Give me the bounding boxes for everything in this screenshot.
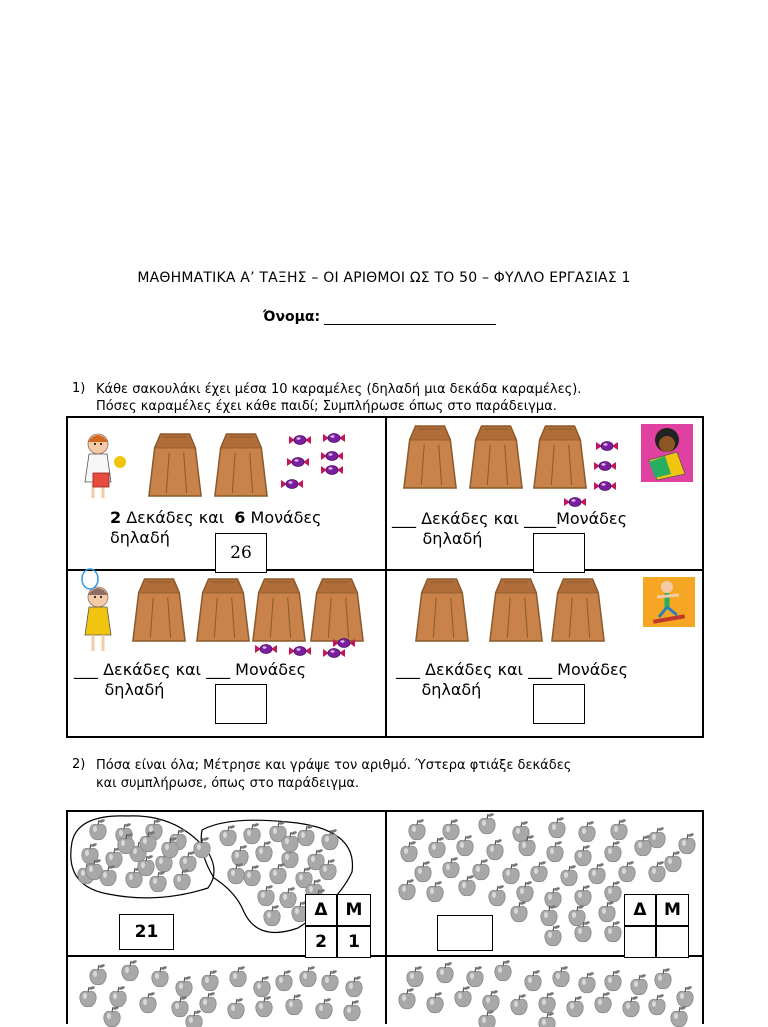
candy-icon xyxy=(281,480,303,489)
apple-icon xyxy=(631,974,647,995)
apple-icon xyxy=(176,976,192,997)
apple-icon xyxy=(409,819,425,840)
apple-icon xyxy=(186,1010,202,1027)
apple-icon xyxy=(90,964,106,985)
apple-icon xyxy=(457,835,473,856)
apple-icon xyxy=(172,996,188,1017)
apple-icon xyxy=(82,843,98,864)
apple-icon xyxy=(545,925,561,946)
apple-icon xyxy=(80,986,96,1007)
apple-icon xyxy=(605,921,621,942)
apple-icon xyxy=(605,841,621,862)
apple-icon xyxy=(110,986,126,1007)
apple-icon xyxy=(599,901,615,922)
ones-label: Μονάδες xyxy=(235,660,307,679)
apple-icon xyxy=(549,817,565,838)
paper-bag-icon xyxy=(215,434,267,496)
apple-icon xyxy=(517,881,533,902)
so-label: δηλαδή xyxy=(110,528,170,547)
apple-icon xyxy=(545,887,561,908)
apple-icon xyxy=(276,970,292,991)
ones-label: Μονάδες xyxy=(556,509,627,528)
tens-value-box[interactable] xyxy=(624,926,656,958)
apple-icon xyxy=(531,861,547,882)
candy-icon xyxy=(321,452,343,461)
answer-box[interactable] xyxy=(533,533,585,573)
apple-icon xyxy=(437,962,453,983)
apple-icon xyxy=(443,857,459,878)
apple-icon xyxy=(479,1010,495,1027)
tens-value: 2 xyxy=(110,508,122,527)
apple-icon xyxy=(322,970,338,991)
exercise2-line1: Πόσα είναι όλα; Μέτρησε και γράψε τον αριθμό. Ύστερα φτιάξε δεκάδες xyxy=(96,758,572,773)
exercise1-cell3-art xyxy=(68,571,385,656)
total-box[interactable]: 21 xyxy=(119,914,174,950)
apple-icon xyxy=(679,833,695,854)
candy-icon xyxy=(323,434,345,443)
apple-icon xyxy=(286,994,302,1015)
apple-icon xyxy=(483,990,499,1011)
paper-bag-icon xyxy=(311,579,363,641)
ones-blank[interactable]: ___ xyxy=(528,660,553,679)
apple-icon xyxy=(575,885,591,906)
apple-icon xyxy=(429,837,445,858)
paper-bag-icon xyxy=(404,426,456,488)
exercise1-cell2-text xyxy=(392,509,627,549)
apple-icon xyxy=(443,819,459,840)
apple-icon xyxy=(244,823,260,844)
exercise2-line2: και συμπλήρωσε, όπως στο παράδειγμα. xyxy=(96,776,360,791)
candy-icon xyxy=(564,498,586,507)
apple-icon xyxy=(677,986,693,1007)
exercise1-cell4-art xyxy=(387,571,704,656)
apple-icon xyxy=(202,970,218,991)
apple-icon xyxy=(264,905,280,926)
worksheet-title: ΜΑΘΗΜΑΤΙΚΑ Α’ ΤΑΞΗΣ – ΟΙ ΑΡΙΘΜΟΙ ΩΣ ΤΟ 50 – ΦΥΛΛΟ ΕΡΓΑΣΙΑΣ 1 xyxy=(137,270,631,286)
apple-icon xyxy=(511,901,527,922)
candy-icon xyxy=(594,482,616,491)
apple-icon xyxy=(244,865,260,886)
apple-icon xyxy=(589,863,605,884)
apple-icon xyxy=(579,972,595,993)
paper-bag-icon xyxy=(253,579,305,641)
tens-label: Δεκάδες και xyxy=(126,508,225,527)
paper-bag-icon xyxy=(490,579,542,641)
apple-icon xyxy=(467,966,483,987)
candy-icon xyxy=(323,649,345,658)
ones-value-box[interactable]: 1 xyxy=(337,926,371,958)
apple-icon xyxy=(228,998,244,1019)
apple-icon xyxy=(270,863,286,884)
candy-icon xyxy=(255,645,277,654)
apple-icon xyxy=(298,825,314,846)
tens-header: Δ xyxy=(624,894,656,926)
exercise1-cell1-art xyxy=(68,418,385,518)
ones-header: Μ xyxy=(656,894,689,926)
apple-icon xyxy=(407,966,423,987)
candy-icon xyxy=(287,458,309,467)
exercise1-grid xyxy=(66,416,704,738)
paper-bag-icon xyxy=(197,579,249,641)
apple-icon xyxy=(649,861,665,882)
apple-icon xyxy=(547,841,563,862)
apple-icon xyxy=(479,813,495,834)
apple-icon xyxy=(140,992,156,1013)
ones-value: 6 xyxy=(234,508,246,527)
tens-blank[interactable]: ___ xyxy=(74,660,98,679)
apple-icon xyxy=(401,841,417,862)
apple-icon xyxy=(539,1012,555,1027)
candy-icon xyxy=(321,466,343,475)
apple-icon xyxy=(579,821,595,842)
apple-icon xyxy=(489,885,505,906)
apple-icon xyxy=(280,887,296,908)
so-label: δηλαδή xyxy=(421,680,482,699)
apple-icon xyxy=(665,851,681,872)
apple-icon xyxy=(150,871,166,892)
apple-icon xyxy=(455,986,471,1007)
apple-icon xyxy=(427,992,443,1013)
apple-icon xyxy=(122,960,138,981)
total-box[interactable] xyxy=(437,915,493,951)
apple-icon xyxy=(152,966,168,987)
tens-blank[interactable]: ___ xyxy=(392,509,416,528)
paper-bag-icon xyxy=(534,426,586,488)
so-label: δηλαδή xyxy=(104,680,165,699)
candy-icon xyxy=(289,647,311,656)
answer-box[interactable] xyxy=(215,684,267,724)
answer-box[interactable] xyxy=(533,684,585,724)
apple-icon xyxy=(495,960,511,981)
paper-bag-icon xyxy=(133,579,185,641)
apple-icon xyxy=(232,845,248,866)
exercise1-number: 1) xyxy=(72,381,86,396)
apple-icon xyxy=(316,998,332,1019)
tens-label: Δεκάδες και xyxy=(421,509,519,528)
tens-label: Δεκάδες και xyxy=(425,660,523,679)
apple-icon xyxy=(228,863,244,884)
apple-icon xyxy=(569,905,585,926)
apple-icon xyxy=(220,825,236,846)
apple-icon xyxy=(180,851,196,872)
exercise1-cell4-text xyxy=(396,660,628,700)
child-reading xyxy=(641,424,693,482)
apple-icon xyxy=(399,879,415,900)
apple-icon xyxy=(623,996,639,1017)
exercise2-number: 2) xyxy=(72,757,86,772)
apple-icon xyxy=(513,821,529,842)
apple-icon xyxy=(399,988,415,1009)
answer-box[interactable]: 26 xyxy=(215,533,267,573)
apple-icon xyxy=(90,819,106,840)
apple-icon xyxy=(541,905,557,926)
paper-bag-icon xyxy=(552,579,604,641)
exercise1-line2: Πόσες καραμέλες έχει κάθε παιδί; Συμπλήρωσε όπως στο παράδειγμα. xyxy=(96,399,557,414)
girl-with-lunchbox xyxy=(85,434,111,498)
ones-blank[interactable]: ____ xyxy=(524,509,557,528)
apple-icon xyxy=(611,819,627,840)
apple-icon xyxy=(300,966,316,987)
apple-icon xyxy=(256,841,272,862)
candy-icon xyxy=(289,436,311,445)
name-field xyxy=(263,308,496,325)
apple-icon xyxy=(655,968,671,989)
apple-icon xyxy=(575,845,591,866)
exercise2-instructions xyxy=(96,757,736,793)
exercise2-grid xyxy=(66,810,704,1024)
apple-icon xyxy=(503,863,519,884)
exercise1-line1: Κάθε σακουλάκι έχει μέσα 10 καραμέλες (δηλαδή μια δεκάδα καραμέλες). xyxy=(96,382,582,397)
apple-icon xyxy=(427,881,443,902)
exercise1-cell2-art xyxy=(387,418,704,518)
apple-icon xyxy=(525,970,541,991)
exercise1-cell3-text xyxy=(74,660,306,700)
apple-icon xyxy=(635,835,651,856)
name-label: Όνομα: xyxy=(263,309,321,325)
name-blank[interactable] xyxy=(324,308,496,325)
so-label: δηλαδή xyxy=(422,529,483,548)
candy-icon xyxy=(594,462,616,471)
apple-icon xyxy=(553,966,569,987)
paper-bag-icon xyxy=(470,426,522,488)
exercise2-cell3-apples xyxy=(68,957,385,1027)
tens-value-box[interactable]: 2 xyxy=(305,926,337,958)
apple-icon xyxy=(258,885,274,906)
apple-icon xyxy=(473,859,489,880)
ones-label: Μονάδες xyxy=(557,660,629,679)
apple-icon xyxy=(567,996,583,1017)
ones-label: Μονάδες xyxy=(250,508,322,527)
apple-icon xyxy=(487,839,503,860)
apple-icon xyxy=(619,861,635,882)
ones-value-box[interactable] xyxy=(656,926,689,958)
skateboard-boy xyxy=(643,577,695,627)
girl-with-racket xyxy=(85,587,111,651)
ones-blank[interactable]: ___ xyxy=(206,660,231,679)
apple-icon xyxy=(595,992,611,1013)
apple-icon xyxy=(256,996,272,1017)
exercise1-instructions xyxy=(96,381,736,415)
apple-icon xyxy=(649,994,665,1015)
tens-label: Δεκάδες και xyxy=(103,660,201,679)
apple-icon xyxy=(346,976,362,997)
apple-icon xyxy=(561,865,577,886)
apple-icon xyxy=(511,994,527,1015)
apple-icon xyxy=(459,875,475,896)
apple-icon xyxy=(230,966,246,987)
apple-icon xyxy=(605,970,621,991)
apple-icon xyxy=(100,865,116,886)
apple-icon xyxy=(174,869,190,890)
apple-icon xyxy=(539,992,555,1013)
tens-blank[interactable]: ___ xyxy=(396,660,420,679)
apple-icon xyxy=(200,992,216,1013)
exercise2-cell4-apples xyxy=(387,957,704,1027)
candy-icon xyxy=(596,442,618,451)
tens-header: Δ xyxy=(305,894,337,926)
paper-bag-icon xyxy=(416,579,468,641)
apple-icon xyxy=(415,861,431,882)
apple-icon xyxy=(344,1000,360,1021)
paper-bag-icon xyxy=(149,434,201,496)
apple-icon xyxy=(254,976,270,997)
apple-icon xyxy=(605,881,621,902)
ones-header: Μ xyxy=(337,894,371,926)
